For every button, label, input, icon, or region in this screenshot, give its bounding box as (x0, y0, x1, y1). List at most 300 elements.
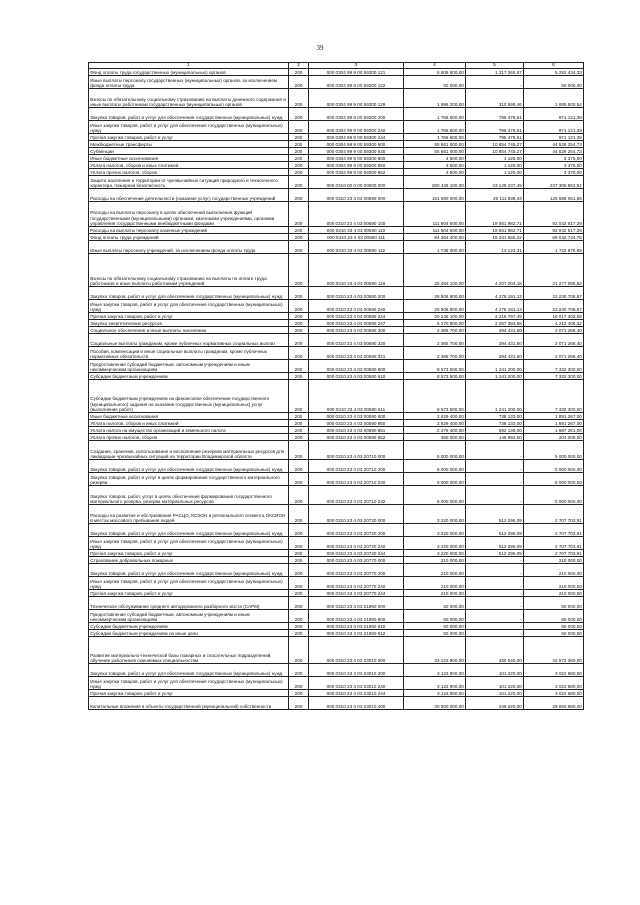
budget-classification-code: 000 0310 00 0 00 00000 000 (309, 176, 404, 189)
row-code: 200 (289, 287, 309, 300)
budget-classification-code: 000 0310 23 4 03 20770 000 (309, 557, 404, 564)
row-description: Техническое обслуживание среднего автодорожного разборного моста (САРМ) (89, 597, 289, 610)
executed-amount: 4 276 191,13 (466, 300, 524, 313)
unexecuted-amount: 3 375,00 (524, 169, 584, 176)
executed-amount: - (466, 473, 524, 486)
approved-amount: 5 000 000,00 (404, 473, 466, 486)
executed-amount: 294 431,60 (466, 327, 524, 334)
executed-amount: 512 296,09 (466, 524, 524, 537)
budget-classification-code: 000 0310 23 4 03 21960 600 (309, 610, 404, 623)
unexecuted-amount: 2 707 703,91 (524, 550, 584, 557)
row-description: Пособия, компенсации и иные социальные выплаты гражданам, кроме публичных нормативных обязательств (89, 347, 289, 360)
table-row (89, 380, 584, 413)
executed-amount: 2 218 797,45 (466, 313, 524, 320)
unexecuted-amount: 50 000,00 (524, 76, 584, 89)
table-row (89, 630, 584, 637)
executed-amount: 15 341 655,22 (466, 234, 524, 241)
row-description: Межбюджетные трансферты (89, 141, 289, 148)
row-code: 200 (289, 537, 309, 550)
table-row (89, 141, 584, 148)
approved-amount: 3 123 900,00 (404, 677, 466, 690)
executed-amount: 795 478,61 (466, 108, 524, 121)
table-row (89, 664, 584, 677)
approved-amount: 26 506 900,00 (404, 287, 466, 300)
approved-amount: 111 604 500,00 (404, 202, 466, 227)
unexecuted-amount: 204 006,00 (524, 434, 584, 441)
executed-amount: 43 129 237,49 (466, 176, 524, 189)
row-description: Субсидии бюджетным учреждениям (89, 623, 289, 630)
row-code: 200 (289, 254, 309, 287)
budget-classification-code: 000 0310 23 4 03 00590 800 (309, 413, 404, 420)
approved-amount: 3 123 900,00 (404, 690, 466, 697)
row-code: 200 (289, 148, 309, 155)
approved-amount: 2 629 400,00 (404, 413, 466, 420)
unexecuted-amount: 5 000 000,00 (524, 460, 584, 473)
approved-amount: 2 279 400,00 (404, 427, 466, 434)
row-code: 200 (289, 690, 309, 697)
table-row (89, 89, 584, 108)
unexecuted-amount: 21 277 095,82 (524, 254, 584, 287)
row-code: 200 (289, 524, 309, 537)
row-code: 200 (289, 162, 309, 169)
row-code: 200 (289, 420, 309, 427)
row-description: Капитальные вложения в объекты государственной (муниципальной) собственности (89, 697, 289, 710)
budget-classification-code: 000 0310 23 4 03 00590 247 (309, 320, 404, 327)
row-description: Социальное обеспечение и иные выплаты населению (89, 327, 289, 334)
unexecuted-amount: 5 000 000,00 (524, 441, 584, 460)
row-description: Предоставление субсидий бюджетным, автономным учреждениям и иным некоммерческим организациям (89, 610, 289, 623)
row-description: Субвенции (89, 148, 289, 155)
row-description: Расходы на развитие и обслуживание РАСЦО, КСЭОН и регионального сегмента ОКСИОН в местах массового пребывания людей (89, 505, 289, 524)
approved-amount: 8 573 500,00 (404, 360, 466, 373)
approved-amount: 33 123 900,00 (404, 637, 466, 664)
budget-classification-code: 000 0310 23 4 03 20710 000 (309, 441, 404, 460)
executed-amount: 1 125,00 (466, 155, 524, 162)
table-row (89, 524, 584, 537)
executed-amount: 4 276 191,13 (466, 287, 524, 300)
row-description: Закупка товаров, работ и услуг для обеспечения государственных (муниципальных) нужд (89, 287, 289, 300)
row-description: Иные бюджетные ассигнования (89, 155, 289, 162)
row-code: 200 (289, 313, 309, 320)
budget-classification-code: 000 0304 99 9 00 59300 122 (309, 76, 404, 89)
approved-amount: 1 736 000,00 (404, 241, 466, 254)
executed-amount: 145 994,00 (466, 434, 524, 441)
budget-classification-code: 000 0304 99 9 00 59300 852 (309, 169, 404, 176)
executed-amount: 10 854 745,27 (466, 141, 524, 148)
unexecuted-amount: 2 707 703,91 (524, 505, 584, 524)
row-description: Субсидии бюджетным учреждениям на финансовое обеспечение государственного (муниципального) задания на оказание государственных (муниципальных) услуг (выполнение работ) (89, 380, 289, 413)
row-code: 200 (289, 434, 309, 441)
row-code: 200 (289, 623, 309, 630)
unexecuted-amount: 50 000,00 (524, 597, 584, 610)
row-description: Закупка товаров, работ и услуг для обеспечения государственных (муниципальных) нужд (89, 664, 289, 677)
row-description: Уплата налога на имущество организаций и земельного налога (89, 427, 289, 434)
row-code: 200 (289, 505, 309, 524)
approved-amount: 4 500,00 (404, 162, 466, 169)
table-row (89, 577, 584, 590)
executed-amount: 512 296,09 (466, 550, 524, 557)
budget-classification-code: 000 0310 23 4 03 00590 240 (309, 300, 404, 313)
executed-amount: - (466, 610, 524, 623)
budget-classification-code: 000 0310 23 4 03 00590 100 (309, 202, 404, 227)
table-row (89, 550, 584, 557)
unexecuted-amount: 2 071 268,40 (524, 347, 584, 360)
table-row (89, 420, 584, 427)
unexecuted-amount: 22 230 708,87 (524, 300, 584, 313)
budget-classification-code: 000 0310 23 4 03 00590 600 (309, 360, 404, 373)
table-row (89, 413, 584, 420)
budget-classification-code: 000 0310 23 4 03 20770 200 (309, 564, 404, 577)
executed-amount: 795 478,61 (466, 121, 524, 134)
executed-amount: 294 431,60 (466, 334, 524, 347)
row-code: 200 (289, 334, 309, 347)
executed-amount: - (466, 486, 524, 505)
unexecuted-amount: 4 213 406,32 (524, 320, 584, 327)
budget-classification-code: 000 0310 23 4 03 20710 200 (309, 460, 404, 473)
budget-classification-code: 000 0304 99 9 00 59300 850 (309, 162, 404, 169)
executed-amount: - (466, 590, 524, 597)
approved-amount: 8 573 500,00 (404, 380, 466, 413)
executed-amount: - (466, 441, 524, 460)
row-description: Иные выплаты персоналу учреждений, за исключением фонда оплаты труда (89, 241, 289, 254)
approved-amount: 210 000,00 (404, 557, 466, 564)
table-row (89, 434, 584, 441)
budget-classification-code: 000 0310 23 4 03 00590 119 (309, 254, 404, 287)
row-description: Развитие материально-технической базы пожарных и спасательных подразделений, обучение работников сменяемых специальностям (89, 637, 289, 664)
row-code: 200 (289, 76, 309, 89)
executed-amount: 450 540,00 (466, 637, 524, 664)
row-code: 200 (289, 134, 309, 141)
approved-amount: 2 365 700,00 (404, 334, 466, 347)
approved-amount: 50 000,00 (404, 610, 466, 623)
executed-amount: 19 561 982,71 (466, 202, 524, 227)
table-row (89, 360, 584, 373)
budget-classification-code: 000 0310 23 4 03 23010 244 (309, 690, 404, 697)
approved-amount: 210 000,00 (404, 564, 466, 577)
unexecuted-amount: 1 722 876,69 (524, 241, 584, 254)
executed-amount: 10 854 745,27 (466, 148, 524, 155)
approved-amount: 2 629 400,00 (404, 420, 466, 427)
approved-amount: 50 000,00 (404, 630, 466, 637)
budget-classification-code: 000 0310 23 4 03 00590 611 (309, 380, 404, 413)
row-description: Прочая закупка товаров, работ и услуг (89, 690, 289, 697)
executed-amount: 1 241 200,00 (466, 373, 524, 380)
unexecuted-amount: 22 230 708,87 (524, 287, 584, 300)
unexecuted-amount: 210 000,00 (524, 590, 584, 597)
unexecuted-amount: 7 332 300,00 (524, 360, 584, 373)
executed-amount: - (466, 577, 524, 590)
executed-amount: 592 139,00 (466, 427, 524, 434)
executed-amount: 294 431,60 (466, 347, 524, 360)
row-description: Субсидии бюджетным учреждениям на иные цели (89, 630, 289, 637)
table-row (89, 537, 584, 550)
unexecuted-amount: 92 042 517,29 (524, 202, 584, 227)
unexecuted-amount: 50 000,00 (524, 630, 584, 637)
row-description: Уплата прочих налогов, сборов (89, 434, 289, 441)
unexecuted-amount: 125 568 061,56 (524, 189, 584, 202)
executed-amount: 512 296,09 (466, 505, 524, 524)
row-description: Фонд оплаты труда учреждений (89, 234, 289, 241)
row-code: 200 (289, 176, 309, 189)
approved-amount: 280 436 100,00 (404, 176, 466, 189)
table-row (89, 473, 584, 486)
approved-amount: 350 000,00 (404, 434, 466, 441)
row-code: 200 (289, 227, 309, 234)
approved-amount: 4 500,00 (404, 169, 466, 176)
approved-amount: 26 506 900,00 (404, 300, 466, 313)
table-row (89, 564, 584, 577)
executed-amount: 101 220,00 (466, 664, 524, 677)
table-row (89, 76, 584, 89)
column-header: 1 (89, 63, 289, 69)
budget-classification-code: 000 0310 23 4 03 20770 244 (309, 590, 404, 597)
approved-amount: 5 609 800,00 (404, 69, 466, 76)
unexecuted-amount: 237 306 862,51 (524, 176, 584, 189)
approved-amount: 55 561 000,00 (404, 148, 466, 155)
table-row (89, 334, 584, 347)
unexecuted-amount: 210 000,00 (524, 557, 584, 564)
page-number: 39 (316, 44, 324, 52)
approved-amount: 2 365 700,00 (404, 347, 466, 360)
table-row (89, 610, 584, 623)
budget-classification-code: 000 0304 99 9 00 59300 240 (309, 121, 404, 134)
table-row (89, 597, 584, 610)
column-header: 6 (524, 63, 584, 69)
unexecuted-amount: 1 891 267,00 (524, 420, 584, 427)
row-code: 200 (289, 460, 309, 473)
budget-classification-code: 000 0310 23 4 03 21960 610 (309, 623, 404, 630)
unexecuted-amount: 50 000,00 (524, 610, 584, 623)
unexecuted-amount: 2 707 703,91 (524, 537, 584, 550)
row-code: 200 (289, 677, 309, 690)
row-description: Закупка товаров, работ и услуг для обеспечения государственных (муниципальных) нужд (89, 460, 289, 473)
executed-amount: - (466, 460, 524, 473)
row-description: Закупка энергетических ресурсов (89, 320, 289, 327)
budget-classification-code: 000 0310 23 4 03 00590 112 (309, 241, 404, 254)
table-row (89, 254, 584, 287)
row-description: Создание, хранение, использование и восполнение резервов материальных ресурсов для ликвидации чрезвычайных ситуаций на территории Владимирской области (89, 441, 289, 460)
unexecuted-amount: 7 332 300,00 (524, 380, 584, 413)
executed-amount: 1 125,00 (466, 169, 524, 176)
row-description: Закупка товаров, работ и услуг для обеспечения государственных (муниципальных) нужд (89, 564, 289, 577)
row-code: 200 (289, 697, 309, 710)
table-row (89, 134, 584, 141)
row-description: Субсидии бюджетным учреждениям (89, 373, 289, 380)
approved-amount: 3 220 000,00 (404, 524, 466, 537)
approved-amount: 2 365 700,00 (404, 327, 466, 334)
approved-amount: 151 680 000,00 (404, 189, 466, 202)
approved-amount: 84 384 400,00 (404, 234, 466, 241)
row-code: 200 (289, 380, 309, 413)
budget-classification-code: 000 0310 23 4 03 23010 000 (309, 637, 404, 664)
executed-amount: 101 220,00 (466, 690, 524, 697)
row-code: 200 (289, 473, 309, 486)
unexecuted-amount: 69 042 744,78 (524, 234, 584, 241)
executed-amount: 4 207 004,18 (466, 254, 524, 287)
unexecuted-amount: 92 042 517,29 (524, 227, 584, 234)
table-row (89, 590, 584, 597)
row-code: 200 (289, 564, 309, 577)
row-code: 200 (289, 360, 309, 373)
row-code: 200 (289, 590, 309, 597)
executed-amount: 1 125,00 (466, 162, 524, 169)
budget-classification-code: 000 0310 23 4 03 20710 230 (309, 473, 404, 486)
table-row (89, 441, 584, 460)
approved-amount: 111 604 500,00 (404, 227, 466, 234)
row-code: 200 (289, 557, 309, 564)
table-row (89, 557, 584, 564)
executed-amount: - (466, 557, 524, 564)
budget-classification-code: 000 0310 23 4 03 21960 612 (309, 630, 404, 637)
executed-amount: 19 561 982,71 (466, 227, 524, 234)
table-row (89, 505, 584, 524)
approved-amount: 5 000 000,00 (404, 441, 466, 460)
executed-amount: 101 220,00 (466, 677, 524, 690)
row-description: Социальные выплаты гражданам, кроме публичных нормативных социальных выплат (89, 334, 289, 347)
budget-classification-code: 000 0310 23 4 03 20720 240 (309, 537, 404, 550)
row-description: Закупка товаров, работ, услуг в целях обеспечения формирования государственного материального резерва, резерва материальных ресурсов (89, 486, 289, 505)
executed-amount: 13 123,31 (466, 241, 524, 254)
unexecuted-amount: 7 332 300,00 (524, 373, 584, 380)
approved-amount: 50 000,00 (404, 623, 466, 630)
approved-amount: 50 000,00 (404, 597, 466, 610)
approved-amount: 8 573 500,00 (404, 373, 466, 380)
row-code: 200 (289, 630, 309, 637)
table-row (89, 108, 584, 121)
budget-classification-code: 000 0304 99 9 00 59300 530 (309, 148, 404, 155)
unexecuted-amount: 2 707 703,91 (524, 524, 584, 537)
approved-amount: 4 500,00 (404, 155, 466, 162)
table-row (89, 313, 584, 320)
row-code: 200 (289, 427, 309, 434)
row-code: 200 (289, 189, 309, 202)
row-description: Прочая закупка товаров, работ и услуг (89, 313, 289, 320)
budget-classification-code: 000 0310 23 4 03 00590 244 (309, 313, 404, 320)
table-row (89, 148, 584, 155)
row-description: Прочая закупка товаров, работ и услуг (89, 550, 289, 557)
row-code: 200 (289, 441, 309, 460)
approved-amount: 1 766 600,00 (404, 121, 466, 134)
budget-classification-code: 000 0310 23 4 03 23010 200 (309, 664, 404, 677)
table-row (89, 155, 584, 162)
budget-classification-code: 000 0310 23 4 03 00590 610 (309, 373, 404, 380)
row-code: 200 (289, 486, 309, 505)
executed-amount: 1 241 200,00 (466, 380, 524, 413)
approved-amount: 3 220 000,00 (404, 505, 466, 524)
table-row (89, 697, 584, 710)
row-code: 200 (289, 108, 309, 121)
unexecuted-amount: 3 022 680,00 (524, 664, 584, 677)
unexecuted-amount: 44 526 254,73 (524, 148, 584, 155)
row-code: 200 (289, 610, 309, 623)
row-code: 200 (289, 327, 309, 334)
row-description: Взносы по обязательному социальному страхованию на выплаты по оплате труда работников и иные выплаты работникам учреждений (89, 254, 289, 287)
table-row (89, 176, 584, 189)
budget-classification-code: 000 0310 23 4 03 20770 240 (309, 577, 404, 590)
budget-classification-code: 000 0310 23 4 03 21960 000 (309, 597, 404, 610)
approved-amount: 50 000,00 (404, 76, 466, 89)
budget-classification-code: 000 0310 23 4 03 00590 000 (309, 189, 404, 202)
table-row (89, 241, 584, 254)
row-code: 200 (289, 637, 309, 664)
row-description: Уплата прочих налогов, сборов (89, 169, 289, 176)
table-row (89, 300, 584, 313)
row-code: 200 (289, 169, 309, 176)
table-row (89, 427, 584, 434)
table-row (89, 202, 584, 227)
budget-classification-code: 000 0304 99 9 00 59300 500 (309, 141, 404, 148)
budget-classification-code: 000 0310 23 4 03 23010 240 (309, 677, 404, 690)
row-code: 200 (289, 141, 309, 148)
table-row (89, 460, 584, 473)
row-code: 200 (289, 121, 309, 134)
unexecuted-amount: 2 071 268,40 (524, 334, 584, 347)
row-description: Уплата налогов, сборов и иных платежей (89, 162, 289, 169)
approved-amount: 1 766 600,00 (404, 108, 466, 121)
approved-amount: 30 000 000,00 (404, 697, 466, 710)
approved-amount: 20 236 100,00 (404, 313, 466, 320)
table-row (89, 327, 584, 334)
row-code: 200 (289, 234, 309, 241)
row-code: 200 (289, 413, 309, 420)
unexecuted-amount: 44 526 254,73 (524, 141, 584, 148)
row-description: Защита населения и территории от чрезвычайных ситуаций природного и техногенного характера, пожарная безопасность (89, 176, 289, 189)
budget-classification-code: 000 0304 99 9 00 59300 800 (309, 155, 404, 162)
budget-classification-code: 000 0310 23 4 03 00590 200 (309, 287, 404, 300)
table-row (89, 677, 584, 690)
column-header: 5 (466, 63, 524, 69)
row-description: Закупка товаров, работ и услуг для обеспечения государственных (муниципальных) нужд (89, 108, 289, 121)
row-description: Прочая закупка товаров, работ и услуг (89, 590, 289, 597)
row-description: Фонд оплаты труда государственных (муниципальных) органов (89, 69, 289, 76)
approved-amount: 1 766 600,00 (404, 134, 466, 141)
unexecuted-amount: 18 017 302,55 (524, 313, 584, 320)
executed-amount: - (466, 76, 524, 89)
budget-classification-code: 000 0304 99 9 00 59300 129 (309, 89, 404, 108)
unexecuted-amount: 5 000 000,00 (524, 473, 584, 486)
row-description: Расходы на обеспечение деятельности (оказание услуг) государственных учреждений (89, 189, 289, 202)
table-row (89, 637, 584, 664)
approved-amount: 5 000 000,00 (404, 460, 466, 473)
column-header: 3 (309, 63, 404, 69)
table-row (89, 234, 584, 241)
approved-amount: 55 561 000,00 (404, 141, 466, 148)
row-code: 200 (289, 69, 309, 76)
approved-amount: 1 996 200,00 (404, 89, 466, 108)
table-row (89, 189, 584, 202)
budget-classification-code: 000 0310 23 4 03 23010 400 (309, 697, 404, 710)
budget-classification-code: 000 0310 23 4 03 00590 851 (309, 427, 404, 434)
executed-amount: 349 320,00 (466, 697, 524, 710)
row-description: Закупка товаров, работ и услуг в целях формирования государственного материального резерва (89, 473, 289, 486)
row-description: Иные бюджетные ассигнования (89, 413, 289, 420)
budget-classification-code: 000 0310 23 4 03 00590 320 (309, 334, 404, 347)
unexecuted-amount: 2 071 268,40 (524, 327, 584, 334)
unexecuted-amount: 210 000,00 (524, 564, 584, 577)
executed-amount: 310 699,46 (466, 89, 524, 108)
table-row (89, 373, 584, 380)
table-row (89, 69, 584, 76)
row-description: Иные выплаты персоналу государственных (муниципальных) органов, за исключением фонда оплаты труда (89, 76, 289, 89)
row-code: 200 (289, 597, 309, 610)
budget-classification-code: 000 0310 23 4 03 00590 852 (309, 434, 404, 441)
row-description: Иные закупки товаров, работ и услуг для обеспечения государственных (муниципальных) нужд (89, 537, 289, 550)
row-description: Иные закупки товаров, работ и услуг для обеспечения государственных (муниципальных) нужд (89, 121, 289, 134)
executed-amount: - (466, 597, 524, 610)
budget-classification-code: 000 0304 99 9 00 59300 244 (309, 134, 404, 141)
budget-classification-code: 000 0310 23 4 03 20720 000 (309, 505, 404, 524)
budget-classification-code: 000 0304 99 9 00 59300 121 (309, 69, 404, 76)
